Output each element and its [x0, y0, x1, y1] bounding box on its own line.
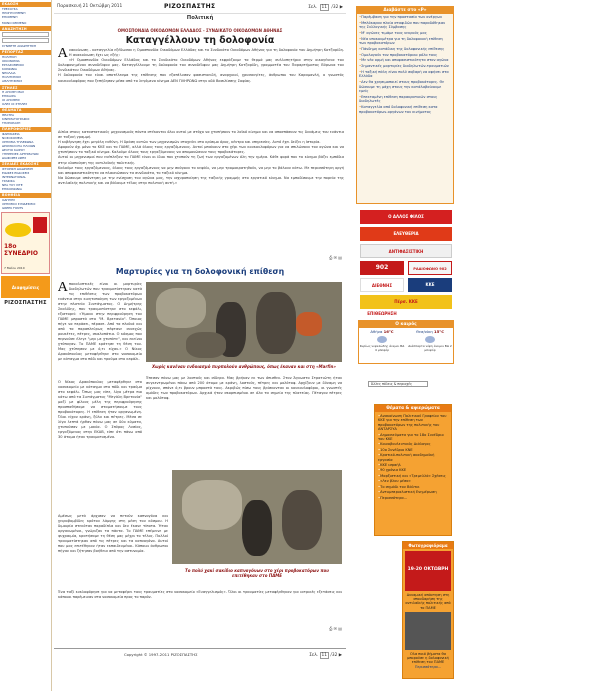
ads-promo[interactable]: Διαφημίσεις	[1, 276, 50, 298]
article1-p3: Δίπλα στους καταστατικούς μηχανισμούς πάντα στέκονται όλοι αυτοί με στόχο να χτυπήσουν το λαϊκό κίνημα και να αποσπάσουν τις δυνάμεις του ενάντια σε ταξική γραμμή.	[58, 130, 344, 140]
article1-dropcap: Α	[58, 48, 68, 61]
read-in-r-box	[356, 6, 454, 204]
photorama-text-2[interactable]: Ολα ποιό βήματα θα μπορούσε η δολοφονική επίθεση του ΠΑΜΕ	[407, 651, 449, 665]
left-navigation	[0, 0, 52, 691]
topic-link[interactable]: • Κρατικό-πολιτική ακαδημαϊκή εργασία	[378, 453, 448, 462]
page-total: /32	[331, 5, 339, 10]
ad-banner-3[interactable]: ΑΝΤΙΦΑΣΙΣΤΙΚΗ	[360, 244, 452, 258]
share-icon[interactable]: ▤	[338, 255, 342, 260]
protest-photo-1	[146, 282, 342, 362]
footer-page-input[interactable]: 11	[321, 653, 328, 658]
banner-date: 7 Μαΐου 2010	[4, 266, 25, 271]
nav-links[interactable]: ΧΡΗΣΙΜΟΙ ΣΥΝΔΕΣΜΟΙ	[2, 202, 36, 206]
print-icon[interactable]: ⎙	[329, 626, 333, 631]
photo-caption-2: Το πολύ χακί σακίδιο καπνογόνων στο χέρι προβοκατόρων που επιτέθηκαν στο ΠΑΜΕ	[184, 568, 330, 578]
banner-shape-icon	[5, 223, 31, 237]
article1-body-bottom	[58, 130, 344, 255]
newspaper-logo[interactable]: ΡΙΖΟΣΠΑΣΤΗΣ	[164, 3, 216, 10]
cloud-icon	[377, 336, 387, 343]
nav-hospitals[interactable]: ΝΟΣΟΚΟΜΕΙΑ	[2, 135, 23, 140]
brand-footer[interactable]: ΡΙΖΟΣΠΑΣΤΗΣ	[4, 300, 47, 307]
weather-city-select[interactable]: Άλλες πόλεις & περιοχές	[368, 381, 428, 387]
page-footer	[54, 648, 346, 660]
ad-kke[interactable]: ΚΚΕ	[408, 278, 452, 292]
nav-section-columns: ΣΤΗΛΕΣ	[0, 85, 51, 90]
ad-banner-4[interactable]: Πέρσ. ΚΚΕ	[360, 295, 452, 309]
topic-link[interactable]: • Το σημάδι του Βάλτικ	[378, 485, 448, 489]
photo2-figure-2	[282, 490, 322, 550]
topic-link[interactable]: • 10ο Συνέδριο ΚΝΕ	[378, 448, 448, 452]
photorama-text-1[interactable]: Δυναμική απάντηση στη σπουδαρήση της αντιλαϊκής πολιτικής από το ΠΑΜΕ	[405, 593, 451, 610]
nav-opinions[interactable]: ΟΙ ΑΠΟΨΕΙΣ	[2, 98, 20, 103]
issue-date: Παρασκευή 21 Οκτώβρη 2011	[57, 4, 123, 9]
article2-col-left-text: ποκαλυπτικές είναι οι μαρτυρίες διαδηλωτών που τραυματίστηκαν κατά τις επιθέσεις των προβοκατόρων ενάντια στην κινητοποίηση των εργαζομένων στην πλατεία Συντάγματος. Ο Δημήτρης Σκαλίδης, που τραυματίστηκε στο κεφάλι, εξιστορεί: «Ήμουν στην περιφρούρηση του ΠΑΜΕ μπροστά στο "Μ. Βρετανία". Όποιος πήγε να περάσει, πέρασε. Από τα πλαϊνά και από τα παραπλεύρως πέφτανε συνεχώς ρουκέτες, πέτρες, σκαλοπάτια. Ο κόσμος που περνούσε έλεγε "μην με χτυπάτε", και εκείνοι χτύπαγαν. Το ΠΑΜΕ κράτησε τη θέση του. Μας χτύπησαν με ό,τι είχαν.» Ο Νίκος Δρακόπουλος μεταφέρθηκε στο νοσοκομείο με κάταγμα στο πόδι και τραύμα στο κεφάλι.	[58, 282, 142, 361]
weather-unit-2: °C	[439, 329, 444, 334]
topics-list	[375, 412, 451, 503]
article2-dropcap: Α	[58, 282, 68, 295]
topic-link[interactable]: • 90 χρόνια ΚΚΕ	[378, 468, 448, 472]
topic-more-link[interactable]: • Περισσότερα...	[378, 496, 448, 500]
nav-previous[interactable]: ΠΡΟΗΓΟΥΜΕΝΗ	[2, 10, 26, 15]
nav-section-info: ΠΛΗΡΟΦΟΡΙΕΣ	[0, 127, 51, 132]
cloud-icon	[425, 336, 435, 343]
photorama-title: Φωτογραφιόραμα	[403, 542, 453, 549]
print-icon[interactable]: ⎙	[329, 255, 333, 260]
article1-p4: Η κυβέρνηση έχει μεγάλη ευθύνη. Η δράση αυτών των μηχανισμών στοχεύει στο κρίσιμο όρος, κέντρο και υπηρεσίες. Αυτό έχει δείξει η Ιστορία.	[58, 140, 321, 145]
search-input[interactable]	[2, 32, 49, 37]
protest-photo-2	[172, 470, 342, 564]
ad-902[interactable]: 902	[360, 261, 404, 275]
read-link[interactable]: • Μ' αγώνες τιμάμε τους νεκρούς μας	[359, 31, 451, 36]
read-in-r-list	[357, 14, 453, 116]
nav-site-news[interactable]: ΝΕΑ ΤΟΥ ΣΙΤΕ	[2, 183, 23, 188]
nav-our-view[interactable]: Η ΑΠΟΨΗ ΜΑΣ	[2, 90, 24, 95]
congress-banner[interactable]	[1, 212, 50, 274]
weather-widget	[358, 320, 454, 364]
article2-col-lower-left: Ο Νίκος Δρακόπουλος μεταφέρθηκε στο νοσοκομείο με κάταγμα στο πόδι και τραύμα στο κεφάλι. Όπως μας είπε, λίγο μέτρα πιο κάτω από τα Σιντάγματος "Μεγάλη Βρετανία" μαζί με φίλους μέλη της περιφρούρησης προσπαθήσαμε να σταματήσουμε τους προβοκάτορες. Η επίθεση ήταν οργανωμένη. Όλοι είχαν κράνη, ξύλα και πέτρες. Μέσα σε λίγα λεπτά ήρθαν πάνω μας σε δύο κύματα, χτυπούσαν με μανία. Ο Σπύρος Λυσίας, εργαζόμενος στην ΕΚΑΒ, είπε ότι πάνω από 30 άτομα ήταν τραυματισμένα.	[58, 380, 142, 439]
article1-title: Καταγγέλλουν τη δολοφονία	[125, 35, 275, 46]
read-link[interactable]: • Μπλόκαραν πλοία σταφιδών που παραδόθηκαν της Συλλογικής Σύμβασης	[359, 21, 451, 30]
copyright: Copyright © 1997-2011 ΡΙΖΟΣΠΑΣΤΗΣ	[124, 652, 198, 657]
nav-pharmacies[interactable]: ΦΑΡΜΑΚΕΙΑ	[2, 131, 20, 136]
nav-fonts[interactable]: GREEK FONTS	[2, 206, 24, 211]
nav-international[interactable]: INTERNATIONAL	[2, 175, 27, 180]
topic-link[interactable]: • Κοινοβουλευτικός Διάλογος	[378, 442, 448, 446]
weather-unit-1: °C	[388, 329, 394, 334]
footer-page-label: Σελ.	[309, 653, 319, 658]
nav-timezones[interactable]: ΔΙΑΦΟΡΕΣ ΩΡΕΣ	[2, 156, 27, 161]
read-link[interactable]: • Με νέα ορμή και αποφασιστικότητα στον αγώνα	[359, 58, 451, 63]
nav-economy[interactable]: ΟΙΚΟΝΟΜΙΑ	[2, 58, 20, 63]
weather-desc-2: Διάσπαρτα νέφη άνεμοι ΒΔ 2 μποφόρ	[408, 344, 452, 352]
nav-current[interactable]: ΤΡΕΧΟΥΣΑ	[2, 6, 18, 11]
nav-contact[interactable]: ΕΠΙΚΟΙΝΩΝΙΑ	[2, 187, 22, 192]
photo2-smoke	[182, 480, 242, 530]
nav-weather[interactable]: ΔΕΛΤΙΟ ΚΑΙΡΟΥ	[2, 148, 25, 153]
topic-link[interactable]: • «Λεν βλου μέσα»	[378, 479, 448, 483]
email-icon[interactable]: ✉	[333, 255, 337, 260]
article1-p1: «Η Ομοσπονδία Οικοδόμων Ελλάδας και το Συνδικάτο Οικοδόμων Αθήνας εκφράζουμε τα θερμά μας συλλυπητήρια στην οικογένεια του δολοφονημένου συναδέλφου μας. Καταγγέλλουμε τη δολοφονία του συναδέλφου μας Δημήτρη Κοτζαρίδη, γραμματέα του Παραρτήματος Βύρωνα του Συνδικάτου Οικοδόμων Αθήνας.	[58, 58, 344, 73]
read-link[interactable]: • Καταγγελία από δολοφονική επίθεση κατα προβοκατόρων-οργάνων του κινήματος	[359, 105, 451, 114]
article1-p6: Αυτοί οι μηχανισμοί που ενέπλεξαν το ΠΑΜΕ είναι οι ίδιοι που χτυπούν τη ζωή των εργαζομένων όλη την ημέρα. Κάθε φορά που το κίνημα βάζει εμπόδια στην υλοποίηση της αντιλαϊκής πολιτικής.	[58, 155, 344, 165]
read-link[interactable]: • Νέα υποκουμέτρα για τη δολοφονική επίθεση των προβοκατόρων	[359, 37, 451, 46]
photo-flame	[296, 312, 322, 336]
photorama-banner: 19-20 ΟΚΤΩΒΡΗ	[407, 567, 449, 572]
read-link[interactable]: • Δεν θα χρησιμοποιεί στους προβοκάτορες. Θε δώσουμε τη μάχη στους την κατάλαβαίνουμε εμείς	[359, 80, 451, 94]
weather-temp-2: 15	[434, 329, 440, 334]
article1-tools	[329, 255, 342, 260]
main-content	[54, 0, 346, 691]
topics-title: Θέματα & αφιερώματα	[375, 405, 451, 412]
nav-history[interactable]: ΙΣΤΟΡΙΚΗ ΔΙΑΔΡΟΜΗ	[2, 166, 33, 171]
nav-workers[interactable]: ΕΡΓΑΖΟΜΕΝΟΙ	[2, 63, 24, 68]
article2-bottom: Ένα ταξί κυκλοφόρησε για να μεταφέρει τους τραυματίες στο νοσοκομείο «Ευαγγελισμός». Όλοι οι τραυματίες μεταφέρθηκαν για ιατρικές εξετάσεις και κάποιοι παρέμειναν στα νοσοκομεία προς το παρόν.	[58, 590, 342, 599]
photorama-image-1[interactable]	[405, 551, 451, 591]
photo-caption-1: Χωρίς κανέναν ενδοιασμό πυρπολούν ανθρώπους, όπως έκαναν και στη «Marfin»	[152, 364, 336, 369]
article1-lead: νακοίνωση - καταγγελία εξέδωσαν η Ομοσπονδία Οικοδόμων Ελλάδας και το Συνδικάτο Οικοδόμων Αθήνας για τη δολοφονία του Δημήτρη Κοτζαρίδη. Η ανακοίνωση έχει ως εξής:	[68, 48, 344, 58]
advanced-search-button[interactable]: ΣΥΝΘΕΤΗ ΑΝΑΖΗΤΗΣΗ	[2, 44, 37, 49]
weather-temp-1: 16	[383, 329, 389, 334]
topic-link[interactable]: • Αντιιμπεριαλιστική Ενημέρωση	[378, 490, 448, 494]
weather-desc-1: Κυρίως νεφελώδης άνεμοι ΒΔ 4 μποφόρ	[359, 344, 405, 352]
topic-link[interactable]: • Μαρξιστική και «Τρεμελλά» Σχέσεις	[378, 474, 448, 478]
photo-crowd	[186, 332, 226, 358]
article1-p7: Καλούμε τους εργαζόμενους, όλους τους εργαζόμενους να μην σκύψουν το κεφάλι, να μην τρομοκρατηθούν, να μην το βάλουν κάτω. Με περισσότερη οργή και αποφασιστικότητα να πλαισιώσουν τα συνδικάτα, το ταξικό κίνημα.	[58, 165, 344, 175]
email-icon[interactable]: ✉	[333, 626, 337, 631]
ad-banner-2[interactable]: ΕΛΕΥΘΕΡΙΑ	[360, 227, 452, 241]
photorama-image-2[interactable]	[405, 612, 451, 650]
nav-current-events[interactable]: ΕΠΙΚΑΙΡΑ	[2, 94, 16, 99]
nav-youth[interactable]: ΝΕΟΛΑΙΑ	[2, 71, 16, 76]
nav-special[interactable]: ΕΙΔΙΚΕΣ ΕΚΔΟΣΕΙΣ	[2, 170, 30, 175]
article1-p8: Να δώσουμε απάντηση με την ενίσχυση του αγώνα μας, την ισχυροποίηση της ταξικής γραμμής στο εργατικό κίνημα. Να εμποδίσουμε την πορεία της αντιλαϊκής πολιτικής και να βάλουμε τέλος στην πολιτική αυτή.»	[58, 175, 344, 185]
article1-kicker: ΟΜΟΣΠΟΝΔΙΑ ΟΙΚΟΔΟΜΩΝ ΕΛΛΑΔΟΣ - ΣΥΝΔΙΚΑΤΟ ΟΙΚΟΔΟΜΩΝ ΑΘΗΝΑΣ	[117, 28, 283, 33]
article1-p2: Η δολοφονία του είναι αποτέλεσμα της επίθεσης που εξαπέλυσαν φασιστοειδή, αναρχικοί, χρυσαυγίτες, άνθρωποι του Καραμανλή, ο γνωστός κουκουλοφόρος που ξεπήδησαν μέσα από το λεγόμενο κίνημα ΔΕΝ ΠΛΗΡΩΝΩ στην οδό Βασιλίσσης Σοφίας.	[58, 73, 344, 83]
photo-figure-2	[256, 292, 296, 354]
right-sidebar	[350, 0, 600, 691]
weather-athens	[359, 329, 405, 353]
nav-guide[interactable]: ΟΔΗΓΙΕΣ	[2, 197, 16, 202]
nav-all-columns[interactable]: ΟΛΕΣ ΟΙ ΣΤΗΛΕΣ	[2, 102, 28, 107]
photo2-figure	[242, 500, 272, 556]
article2-col-lower-right: Αμέσως μετά άρχισαν να πετούν καπνογόνα και χειροβομβίδες κρότου λάμψης στη μέση του κόσμου. Η διμοιρία στεκόταν παραδίπλα και δεν έκανε τίποτα. Ήταν οργανωμένοι, γνώριζαν τα πάντα. Το ΠΑΜΕ επέμεινε με ψυχραιμία, κρατήσαμε τη θέση μας μέχρι το τέλος. Πολλοί τραυματίστηκαν από τις πέτρες και τα καπνογόνα. Αυτοί που μας επιτέθηκαν ήταν εκπαιδευμένοι. Κάποιοι άνθρωποι πήγαν και ζήτησαν βοήθεια από την αστυνομία.	[58, 514, 168, 553]
nav-sports[interactable]: ΑΘΛΗΤΙΣΜΟΣ	[2, 79, 23, 84]
read-link[interactable]: • Επεκταμένη επίθεση παρακρατικών στους διαδηλωτές	[359, 95, 451, 104]
nav-section-edition: ΕΚΔΟΣΗ	[0, 2, 51, 7]
nav-culture[interactable]: ΠΟΛΙΤΙΣΜΟΣ	[2, 75, 22, 80]
photorama-more[interactable]: Περισσότερα...	[414, 665, 442, 670]
banner-title: 18ο ΣΥΝΕΔΡΙΟ	[4, 243, 38, 258]
nav-section-help: ΒΟΗΘΕΙΑ	[0, 193, 51, 198]
nav-graphics[interactable]: ΓΡΑΦΙΚΑ	[2, 179, 15, 184]
article2-col-left	[58, 282, 142, 378]
article2-tools	[329, 626, 342, 631]
topic-link[interactable]: • Ανακοίνωση Πολιτικού Γραφείου του ΚΚΕ για την επίθεση των προβοκατόρων της πολιτικής του ΑΝΤΑΡΣΥΑ	[378, 414, 448, 432]
photo-region	[156, 288, 206, 328]
party-flag-icon	[33, 217, 47, 233]
page-number-input[interactable]: 11	[321, 5, 328, 10]
nav-text-only[interactable]: ΜΟΝΟ ΚΕΙΜΕΝΟ	[2, 20, 27, 25]
weather-thessaloniki	[407, 329, 453, 353]
weather-city-2: Θεσ/νίκη	[416, 329, 433, 334]
article1-body-top	[58, 48, 344, 128]
topic-link[interactable]: • ΚΚΕ ισραήλ	[378, 463, 448, 467]
read-in-r-title: Διαβάστε στο «Ρ»	[357, 7, 453, 14]
top-bar	[54, 0, 346, 14]
ad-banner-1[interactable]: Ο ΑΛΛΟΣ ΦΙΛΟΣ	[360, 210, 452, 224]
weather-title: Ο καιρός	[359, 321, 453, 328]
section-title: Πολιτική	[186, 15, 214, 21]
read-link[interactable]: • Παρέμβαση για την προστασία των ανέργων	[359, 15, 451, 20]
topic-link[interactable]: • Δημοσιεύματα για το 18ο Συνέδριο του ΚΚΕ	[378, 433, 448, 442]
nav-section-report: ΡΕΠΟΡΤΑΖ	[0, 50, 51, 55]
arrow-icon[interactable]: ▶	[339, 5, 343, 10]
read-link[interactable]: • Ομολογούν τον προβοκατόρικο ρόλο τους	[359, 53, 451, 58]
nav-phones[interactable]: ΧΡΗΣΙΜΑ ΤΗΛΕΦΩΝΑ	[2, 139, 34, 144]
page-label: Σελ.	[308, 5, 318, 10]
nav-services[interactable]: ΥΠΗΡΕΣΙΕΣ ΑΡΤΗΜΑΤΩΝ	[2, 152, 39, 157]
footer-page-navigator	[309, 652, 342, 659]
nav-section-pages: ΣΕΛΙΔΕΣ ΕΚΔΟΣΗΣ	[0, 162, 51, 167]
article2-col-right: Έπεσαν πάνω μας με λοστούς και σίδερα. Μας βρήκαν εκ των όπισθεν. Στον Άγνωστο Στρατιώτη ήταν συγκεντρωμένοι πάνω από 200 άτομα με κράνη, λοστούς, πέτρες και μολότοφ. Αρχίζουν με δύναμη να ρίχνουν, σπάνε ό,τι βρουν μπροστά τους. Ακριβώς πίσω τους βρίσκονταν οι κουκουλοφόροι, οι γνωστές ομάδες των προβοκατόρων. Αρχικά ήταν σκορπισμένοι σε όλα τα σημεία της πλατείας. Πέταγαν πέτρες και μολότοφ.	[146, 376, 342, 400]
nav-theatres[interactable]: ΘΕΑΤΡΑ	[2, 112, 15, 117]
ad-review[interactable]: ΔΙΕΘΝΗΣ ΕΠΙΘΕΩΡΗΣΗ	[360, 278, 404, 292]
nav-ships[interactable]: ΔΡΟΜΟΛΟΓΙΑ ΠΛΟΙΩΝ	[2, 143, 36, 148]
nav-tv[interactable]: ΤΗΛΕΟΡΑΣΗ	[2, 121, 21, 126]
share-icon[interactable]: ▤	[338, 626, 342, 631]
page-navigator	[308, 4, 343, 11]
article2-title: Μαρτυρίες για τη δολοφονική επίθεση	[115, 267, 285, 276]
weather-city-1: Αθήνα	[370, 329, 383, 334]
search-input-2[interactable]	[2, 38, 49, 43]
read-link[interactable]: • Η ταξική πάλη είναι πολύ σοβαρή να αφήσει στα Ελλάδα	[359, 70, 451, 79]
ad-radio-902[interactable]: ΡΑΔΙΟΦΩΝΟ 902	[408, 261, 452, 275]
article1-p5: Αφορούν όχι μόνο το ΚΚΕ και το ΠΑΜΕ, αλλά όλους τους εργαζόμενους. Αυτοί μπαίνουν στο χέρι των κουκουλοφόρων για να σπιλώσουν τον αγώνα και να χτυπήσουν το ταξικό κίνημα. Καλούμε όλους τους εργαζόμενους να απομονώσουν τους προβοκάτορες.	[58, 145, 344, 155]
nav-section-shows: ΘΕΑΜΑΤΑ	[0, 108, 51, 113]
nav-cinemas[interactable]: ΚΙΝΗΜΑΤΟΓΡΑΦΟΙ	[2, 117, 30, 121]
nav-politics[interactable]: ΠΟΛΙΤΙΚΗ	[2, 54, 17, 59]
topics-box	[374, 404, 452, 536]
read-link[interactable]: • Σημαντικές μαρτυρίες διαδηλωτών-τραυματιών	[359, 64, 451, 69]
read-link[interactable]: • Πάνδημη κατάδικη της δολοφονικής επίθεσης	[359, 47, 451, 52]
footer-page-total: /32	[330, 653, 338, 658]
nav-section-search: ΑΝΑΖΗΤΗΣΗ	[0, 26, 51, 31]
arrow-icon[interactable]: ▶	[338, 653, 342, 658]
nav-next[interactable]: ΕΠΟΜΕΝΗ	[2, 14, 18, 19]
nav-society[interactable]: ΚΟΙΝΩΝΙΑ	[2, 67, 17, 72]
photorama-box	[402, 541, 454, 679]
